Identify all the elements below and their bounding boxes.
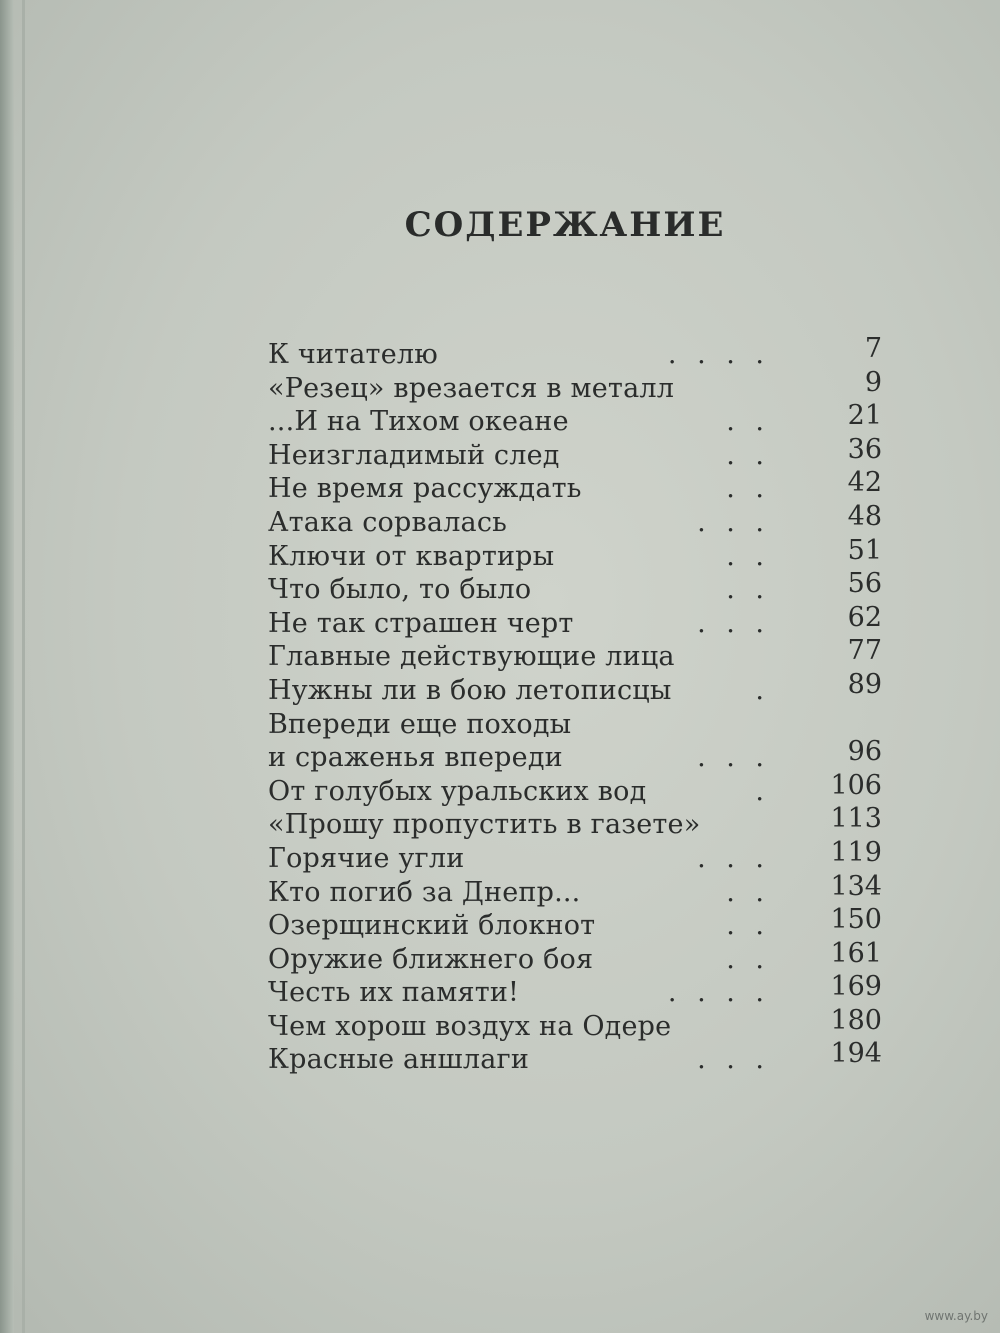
toc-entry-title: Неизгладимый след xyxy=(268,439,560,471)
toc-leader-dots: . . . xyxy=(697,842,770,874)
toc-page-number: 194 xyxy=(830,1038,882,1070)
toc-leader-dots: . . xyxy=(726,439,770,471)
toc-page-number: 9 xyxy=(864,366,882,398)
toc-entry-title: Главные действующие лица xyxy=(268,641,675,673)
toc-page-number: 96 xyxy=(847,736,882,768)
toc-page-number: 89 xyxy=(847,668,882,700)
toc-page-number: 169 xyxy=(830,971,882,1003)
toc-page-number: 113 xyxy=(830,803,882,835)
toc-entry-title: и сраженья впереди xyxy=(268,742,563,774)
toc-entry-title: Атака сорвалась xyxy=(268,506,508,538)
toc-entry-title: Что было, то было xyxy=(268,574,532,606)
toc-entry xyxy=(268,668,888,708)
toc-entry-title: Не время рассуждать xyxy=(268,473,582,505)
toc-page-number: 56 xyxy=(847,568,882,600)
toc-page-number: 161 xyxy=(830,937,882,969)
toc-page-number: 180 xyxy=(830,1004,882,1036)
toc-entry xyxy=(268,1038,888,1077)
toc-entry-title: К читателю xyxy=(268,339,438,370)
toc-leader-dots: . . . . xyxy=(667,977,770,1009)
toc-leader-dots: . . xyxy=(726,876,770,908)
toc-entry-title: Нужны ли в бою летописцы xyxy=(268,674,672,706)
toc-leader-dots: . . xyxy=(726,540,770,572)
toc-page-number: 119 xyxy=(830,836,882,868)
toc-entry-title: Оружие ближнего боя xyxy=(268,943,594,975)
toc-leader-dots: . . . . xyxy=(667,339,770,370)
toc-leader-dots: . . . xyxy=(697,1044,770,1076)
toc-entry-title: Озерщинский блокнот xyxy=(268,910,596,942)
toc-page-number: 106 xyxy=(830,769,882,801)
toc-entry-title: Кто погиб за Днепр... xyxy=(268,876,581,908)
page-edge-line xyxy=(22,0,25,1333)
toc-entry-title: «Резец» врезается в металл xyxy=(268,372,675,404)
toc-leader-dots: . xyxy=(755,674,770,706)
page-title: СОДЕРЖАНИЕ xyxy=(404,205,726,245)
watermark: www.ay.by xyxy=(924,1309,988,1323)
toc-entry-title: Впереди еще походы xyxy=(268,708,572,740)
toc-leader-dots: . . . xyxy=(697,506,770,538)
toc-leader-dots: . . . xyxy=(697,742,770,774)
toc-page-number: 48 xyxy=(847,500,882,532)
toc-entry-title: Чем хорош воздух на Одере xyxy=(268,1010,672,1042)
toc-entry-title: Горячие угли xyxy=(268,842,465,874)
toc-leader-dots: . . xyxy=(726,943,770,975)
toc-leader-dots: . . xyxy=(726,910,770,942)
toc-entry-title: Ключи от квартиры xyxy=(268,540,555,572)
toc-entry-title: ...И на Тихом океане xyxy=(268,406,569,438)
toc-entry-title: «Прошу пропустить в газете» xyxy=(268,809,701,841)
toc-page-number: 134 xyxy=(830,870,882,902)
toc-page-number: 42 xyxy=(847,467,882,499)
toc-page-number: 62 xyxy=(847,601,882,633)
toc-entry-title: Не так страшен черт xyxy=(268,607,574,639)
toc-leader-dots: . xyxy=(755,775,770,807)
page-binding-edge xyxy=(0,0,14,1333)
toc-entry-title: Красные аншлаги xyxy=(268,1044,530,1076)
toc-leader-dots: . . xyxy=(726,406,770,438)
toc-page-number: 51 xyxy=(847,534,882,566)
toc-page-number: 7 xyxy=(864,333,882,364)
toc-entry-title: От голубых уральских вод xyxy=(268,775,647,807)
toc-leader-dots: . . xyxy=(726,574,770,606)
toc-page-number: 150 xyxy=(830,904,882,936)
table-of-contents xyxy=(268,333,888,1077)
toc-leader-dots: . . xyxy=(726,473,770,505)
toc-entry-title: Честь их памяти! xyxy=(268,977,520,1009)
toc-page-number: 77 xyxy=(847,635,882,667)
toc-leader-dots: . . . xyxy=(697,607,770,639)
toc-page-number: 36 xyxy=(847,433,882,465)
toc-page-number: 21 xyxy=(847,400,882,432)
